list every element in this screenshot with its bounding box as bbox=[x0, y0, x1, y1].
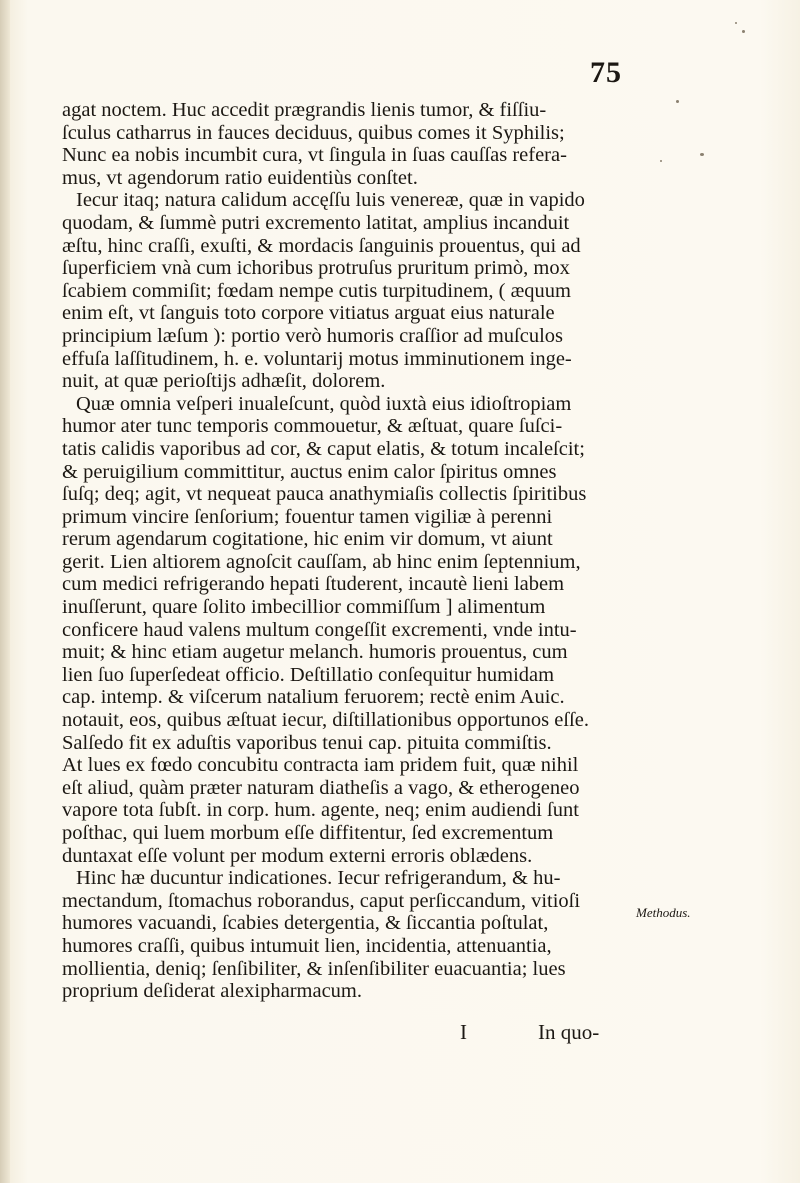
text-line: proprium deſiderat alexipharmacum. bbox=[62, 980, 362, 1003]
text-line: primum vincire ſenſorium; fouentur tamen vigiliæ à perenni bbox=[62, 505, 553, 528]
text-line: inuſſerunt, quare ſolito imbecillior commiſſum ] alimentum bbox=[62, 596, 546, 619]
text-line: mectandum, ſtomachus roborandus, caput perſiccandum, vitioſi bbox=[62, 889, 581, 912]
text-line: cum medici refrigerando hepati ſtuderent, incautè lieni labem bbox=[62, 573, 565, 596]
text-line: humores craſſi, quibus intumuit lien, incidentia, attenuantia, bbox=[62, 934, 552, 957]
text-line: Quæ omnia veſperi inualeſcunt, quòd iuxtà eius idioſtropiam bbox=[76, 392, 572, 415]
text-line: mus, vt agendorum ratio euidentiùs conſtet. bbox=[62, 166, 418, 189]
ink-speck bbox=[735, 22, 737, 24]
text-line: ſuſq; deq; agit, vt nequeat pauca anathymiaſis collectis ſpiritibus bbox=[62, 483, 587, 506]
page-number: 75 bbox=[590, 56, 622, 89]
text-line: eſt aliud, quàm præter naturam diatheſis a vago, & etherogeneo bbox=[62, 776, 580, 799]
text-line: mollientia, deniq; ſenſibiliter, & inſenſibiliter euacuantia; lues bbox=[62, 957, 566, 980]
text-line: & peruigilium committitur, auctus enim calor ſpiritus omnes bbox=[62, 460, 557, 483]
text-line: Iecur itaq; natura calidum accęſſu luis venereæ, quæ in vapido bbox=[76, 189, 585, 212]
text-line: agat noctem. Huc accedit prægrandis lienis tumor, & fiſſiu- bbox=[62, 99, 547, 121]
signature-mark: I bbox=[460, 1020, 467, 1044]
catchword: In quo- bbox=[538, 1020, 600, 1044]
text-line: ſcabiem commiſit; fœdam nempe cutis turpitudinem, ( æquum bbox=[62, 279, 571, 302]
text-line: principium læſum ): portio verò humoris craſſior ad muſculos bbox=[62, 324, 564, 347]
text-line: humores vacuandi, ſcabies detergentia, & ſiccantia poſtulat, bbox=[62, 912, 549, 935]
text-line: tatis calidis vaporibus ad cor, & caput elatis, & totum incaleſcit; bbox=[62, 437, 585, 460]
ink-speck bbox=[700, 153, 704, 156]
text-line: conficere haud valens multum congeſſit excrementi, vnde intu- bbox=[62, 618, 577, 641]
text-line: ſculus catharrus in fauces deciduus, quibus comes it Syphilis; bbox=[62, 121, 565, 144]
text-line: quodam, & ſummè putri excremento latitat, amplius incanduit bbox=[62, 211, 570, 234]
text-line: ſuperficiem vnà cum ichoribus protruſus pruritum primò, mox bbox=[62, 257, 570, 280]
text-line: humor ater tunc temporis commouetur, & æſtuat, quare ſuſci- bbox=[62, 415, 563, 438]
text-line: nuit, at quæ perioſtijs adhæſit, dolorem. bbox=[62, 370, 386, 393]
binding-gutter bbox=[0, 0, 10, 1183]
marginal-note: Methodus. bbox=[636, 905, 691, 920]
text-line: At lues ex fœdo concubitu contracta iam pridem fuit, quæ nihil bbox=[62, 754, 579, 777]
text-line: muit; & hinc etiam augetur melanch. humoris prouentus, cum bbox=[62, 641, 568, 664]
text-line: gerit. Lien altiorem agnoſcit cauſſam, ab hinc enim ſeptennium, bbox=[62, 550, 581, 573]
text-line: enim eſt, vt ſanguis toto corpore vitiatus arguat eius naturale bbox=[62, 302, 555, 325]
text-line: effuſa laſſitudinem, h. e. voluntarij motus imminutionem inge- bbox=[62, 347, 572, 370]
text-line: poſthac, qui luem morbum eſſe diffitentur, ſed excrementum bbox=[62, 822, 554, 844]
text-line: lien ſuo ſuperſedeat officio. Deſtillatio conſequitur humidam bbox=[62, 663, 555, 686]
text-line: Hinc hæ ducuntur indicationes. Iecur refrigerandum, & hu- bbox=[76, 867, 561, 890]
text-line: notauit, eos, quibus æſtuat iecur, diſtillationibus opportunos eſſe. bbox=[62, 709, 589, 732]
text-line: æſtu, hinc craſſi, exuſti, & mordacis ſanguinis prouentus, qui ad bbox=[62, 234, 581, 257]
ink-speck bbox=[660, 160, 662, 162]
ink-speck bbox=[742, 30, 745, 33]
text-line: Salſedo fit ex aduſtis vaporibus tenui cap. pituita commiſtis. bbox=[62, 731, 552, 754]
text-line: duntaxat eſſe volunt per modum externi erroris oblædens. bbox=[62, 844, 533, 867]
text-line: Nunc ea nobis incumbit cura, vt ſingula in ſuas cauſſas refera- bbox=[62, 144, 567, 167]
text-line: rerum agendarum cogitatione, hic enim vir domum, vt aiunt bbox=[62, 528, 553, 551]
body-text bbox=[62, 99, 642, 1003]
text-line: vapore tota ſubſt. in corp. hum. agente, neq; enim audiendi ſunt bbox=[62, 799, 579, 822]
ink-speck bbox=[676, 100, 679, 103]
text-line: cap. intemp. & viſcerum natalium feruorem; rectè enim Auic. bbox=[62, 686, 565, 709]
